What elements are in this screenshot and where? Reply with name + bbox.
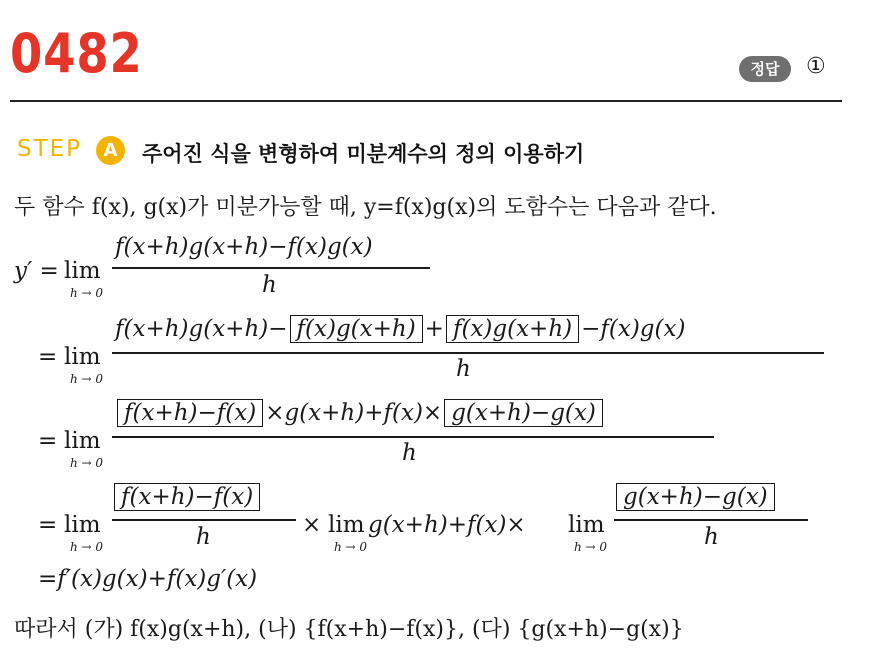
header-divider bbox=[10, 100, 842, 102]
row4-fraction-bar-2 bbox=[614, 519, 808, 521]
row3-mid: ×g(x+h)+f(x)× bbox=[265, 400, 443, 426]
eq-4: = bbox=[38, 512, 58, 538]
lim-sub-4b: h → 0 bbox=[334, 540, 368, 554]
row4-box-1: f(x+h)−f(x) bbox=[114, 483, 260, 511]
step-badge: A bbox=[96, 136, 125, 165]
row4-box-2: g(x+h)−g(x) bbox=[616, 483, 775, 511]
row4-fraction-bar-1 bbox=[112, 519, 296, 521]
row2-fraction-bar bbox=[112, 352, 824, 354]
lim-2: lim bbox=[64, 344, 101, 370]
eq-2: = bbox=[38, 344, 58, 370]
lim-1: lim bbox=[64, 258, 101, 284]
row1-numerator: f(x+h)g(x+h)−f(x)g(x) bbox=[115, 234, 373, 260]
row3-numerator bbox=[115, 400, 605, 426]
row3-box-1: f(x+h)−f(x) bbox=[117, 399, 263, 427]
conclusion-text: 따라서 (가) f(x)g(x+h), (나) {f(x+h)−f(x)}, (다) {g(x+h)−g(x)} bbox=[14, 617, 684, 642]
lim-sub-2: h → 0 bbox=[70, 372, 104, 386]
eq-3: = bbox=[38, 428, 58, 454]
answer-badge: 정답 bbox=[739, 56, 791, 82]
row2-box-1: f(x)g(x+h) bbox=[290, 315, 423, 343]
problem-number: 0482 bbox=[10, 22, 143, 85]
row4-numerator-2 bbox=[614, 484, 777, 510]
row1-denominator: h bbox=[262, 272, 277, 298]
row1-fraction-bar bbox=[112, 267, 430, 269]
step-label: STEP bbox=[17, 136, 83, 162]
row2-box-2: f(x)g(x+h) bbox=[446, 315, 579, 343]
lim-sub-4: h → 0 bbox=[70, 540, 104, 554]
row3-fraction-bar bbox=[112, 436, 714, 438]
row4-denominator-2: h bbox=[704, 524, 719, 550]
row2-numerator bbox=[115, 316, 685, 342]
row4-denominator-1: h bbox=[196, 524, 211, 550]
row2-plus: + bbox=[424, 316, 444, 342]
lim-sub-3: h → 0 bbox=[70, 456, 104, 470]
lim-3: lim bbox=[64, 428, 101, 454]
lim-sub-4c: h → 0 bbox=[574, 540, 608, 554]
row5-result: =f′(x)g(x)+f(x)g′(x) bbox=[38, 566, 258, 592]
answer-value: ① bbox=[806, 54, 826, 79]
row4-middle: g(x+h)+f(x)× bbox=[368, 512, 526, 538]
step-title: 주어진 식을 변형하여 미분계수의 정의 이용하기 bbox=[142, 142, 585, 166]
row4-times-1: × bbox=[302, 512, 322, 538]
row3-box-2: g(x+h)−g(x) bbox=[444, 399, 603, 427]
row2-num-b: −f(x)g(x) bbox=[581, 316, 686, 342]
lim-sub-1: h → 0 bbox=[70, 286, 104, 300]
row2-num-a: f(x+h)g(x+h)− bbox=[115, 316, 288, 342]
intro-text: 두 함수 f(x), g(x)가 미분가능할 때, y=f(x)g(x)의 도함수는 다음과 같다. bbox=[14, 195, 717, 220]
lim-4: lim bbox=[64, 512, 101, 538]
row3-denominator: h bbox=[402, 440, 417, 466]
row4-numerator-1 bbox=[112, 484, 262, 510]
lim-4b: lim bbox=[328, 512, 365, 538]
lim-4c: lim bbox=[568, 512, 605, 538]
row2-denominator: h bbox=[456, 356, 471, 382]
lhs-y-prime: y′ = bbox=[14, 258, 59, 284]
